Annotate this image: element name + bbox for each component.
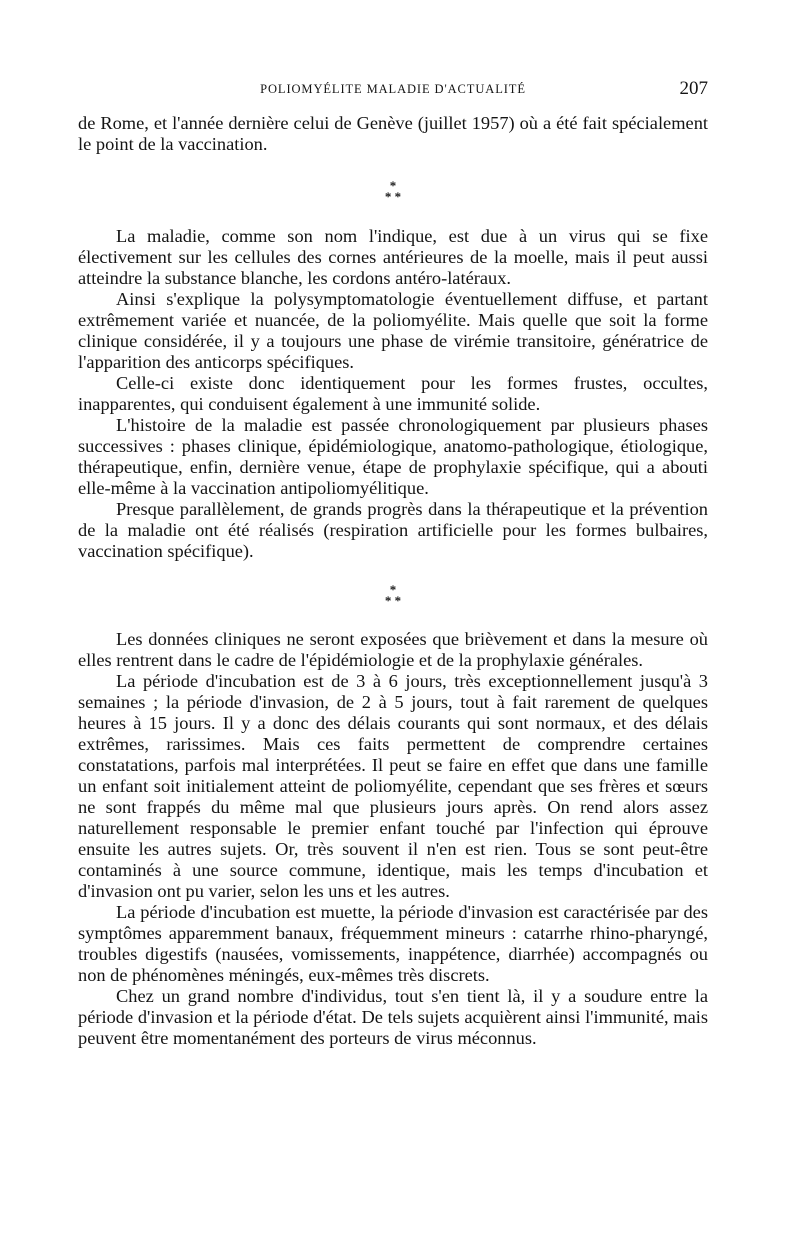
asterism-divider <box>78 180 708 202</box>
body-text <box>78 113 708 1049</box>
page-number: 207 <box>679 78 708 99</box>
asterism-top-star: * <box>389 178 397 193</box>
asterism-bottom-stars: * * <box>384 593 402 608</box>
paragraph: Chez un grand nombre d'individus, tout s'en tient là, il y a soudure entre la période d'invasion et la période d'état. De tels sujets acquièrent ainsi l'immunité, mais peuvent être momentanément des porteurs de virus méconnus. <box>78 986 708 1048</box>
paragraph-continuation: de Rome, et l'année dernière celui de Genève (juillet 1957) où a été fait spécialement le point de la vaccination. <box>78 113 708 154</box>
asterism-divider <box>78 584 708 606</box>
asterism-bottom-stars: * * <box>384 189 402 204</box>
paragraph: Ainsi s'explique la polysymptomatologie éventuellement diffuse, et partant extrêmement variée et nuancée, de la poliomyélite. Mais quelle que soit la forme clinique considérée, il y a toujours une phase de virémie transitoire, génératrice de l'apparition des anticorps spécifiques. <box>78 289 708 372</box>
paragraph: La maladie, comme son nom l'indique, est due à un virus qui se fixe électivement sur les cellules des cornes antérieures de la moelle, mais il peut aussi atteindre la substance blanche, les cordons antéro-latéraux. <box>78 226 708 288</box>
paragraph: La période d'incubation est muette, la période d'invasion est caractérisée par des symptômes apparemment banaux, fréquemment mineurs : catarrhe rhino-pharyngé, troubles digestifs (nausées, vomissements, inappétence, diarrhée) accompagnés ou non de phénomènes méningés, eux-mêmes très discrets. <box>78 902 708 985</box>
paragraph: Les données cliniques ne seront exposées que brièvement et dans la mesure où elles rentrent dans le cadre de l'épidémiologie et de la prophylaxie générales. <box>78 629 708 670</box>
paragraph: Celle-ci existe donc identiquement pour les formes frustes, occultes, inapparentes, qui conduisent également à une immunité solide. <box>78 373 708 414</box>
paragraph: Presque parallèlement, de grands progrès dans la thérapeutique et la prévention de la maladie ont été réalisés (respiration artificielle pour les formes bulbaires, vaccination spécifique). <box>78 499 708 561</box>
running-head <box>78 78 708 100</box>
paragraph: L'histoire de la maladie est passée chronologiquement par plusieurs phases successives : phases clinique, épidémiologique, anatomo-pathologique, étiologique, thérapeutique, enfin, dernière venue, étape de prophylaxie spécifique, qui a abouti elle-même à la vaccination antipoliomyélitique. <box>78 415 708 498</box>
paragraph: La période d'incubation est de 3 à 6 jours, très exceptionnellement jusqu'à 3 semaines ; la période d'invasion, de 2 à 5 jours, tout à fait rarement de quelques heures à 15 jours. Il y a donc des délais courants qui sont normaux, et des délais extrêmes, rarissimes. Mais ces faits permettent de comprendre certaines constatations, parfois mal interprétées. Il peut se faire en effet que dans une famille un enfant soit initialement atteint de poliomyélite, cependant que ses frères et sœurs ne sont frappés du même mal que plusieurs jours après. On rend alors assez naturellement responsable le premier enfant touché par l'infection qui éprouve ensuite les autres sujets. Or, très souvent il n'en est rien. Tous se sont peut-être contaminés à une source commune, identique, mais les temps d'incubation et d'invasion ont pu varier, selon les uns et les autres. <box>78 671 708 901</box>
asterism-top-star: * <box>389 582 397 597</box>
running-title: POLIOMYÉLITE MALADIE D'ACTUALITÉ <box>260 82 526 96</box>
